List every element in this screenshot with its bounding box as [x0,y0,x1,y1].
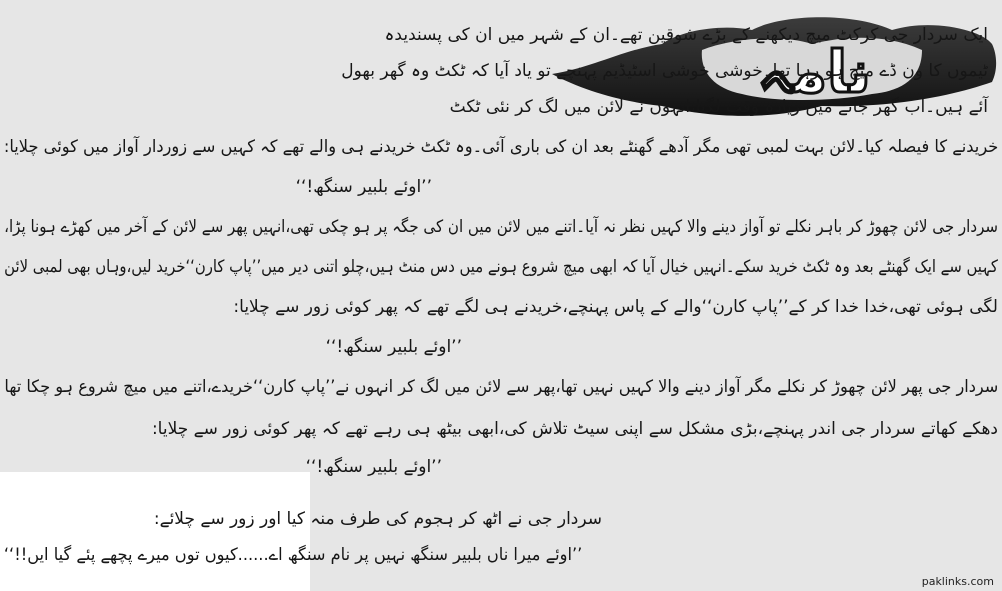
story-line-10: سردار جی نے اٹھ کر ہجوم کی طرف منہ کیا اور زور سے چلائے: [153,509,602,529]
story-line-8: سردار جی پھر لائن چھوڑ کر نکلے مگر آواز دینے والا کہیں نہیں تھا،پھر سے لائن میں لگ کر انہوں نے’’پاپ کارن‘‘خریدے،اتنے میں میچ شروع ہو چکا تھا [4,377,998,397]
logo-text: نامہ [757,38,871,106]
story-line-9: دھکے کھاتے سردار جی اندر پہنچے،بڑی مشکل سے اپنی سیٹ تلاش کی،ابھی بیٹھ ہی رہے تھے کہ پھر کوئی زور سے چلایا: [151,419,998,439]
story-quote-3: ’’اوئے بلبیر سنگھ!‘‘ [305,457,442,477]
story-quote-1: ’’اوئے بلبیر سنگھ!‘‘ [295,177,432,197]
story-line-4: خریدنے کا فیصلہ کیا۔لائن بہت لمبی تھی مگر آدھے گھنٹے بعد ان کی باری آئی۔وہ ٹکٹ خریدنے ہی والے تھے کہ کہیں سے زوردار آواز میں کوئی چلایا: [3,137,998,157]
story-line-3: آئے ہیں۔اب گھر جانے میں زیادہ وقت لگتا،انہوں نے لائن میں لگ کر نئی ٹکٹ [449,97,988,117]
story-line-2: ٹیموں کا ون ڈے میچ ہو رہا تھا۔خوشی خوشی اسٹیڈیم پہنچے تو یاد آیا کہ ٹکٹ وہ گھر بھول [341,61,988,81]
story-quote-4: ’’اوئے میرا ناں بلبیر سنگھ نہیں پر نام سنگھ اے......کیوں توں میرے پچھے پئے گیا ایں!!‘‘ [3,545,582,565]
watermark-site: paklinks.com [921,575,994,588]
blank-paper-corner [0,472,310,591]
story-line-7: لگی ہوئی تھی،خدا خدا کر کے’’پاپ کارن‘‘والے کے پاس پہنچے،خریدنے ہی لگے تھے کہ پھر کوئی زور سے چلایا: [233,297,998,317]
story-line-1: ایک سردار جی کرکٹ میچ دیکھنے کے بڑے شوقین تھے۔ان کے شہر میں ان کی پسندیدہ [384,25,988,45]
story-line-5: سردار جی لائن چھوڑ کر باہر نکلے تو آواز دینے والا کہیں نظر نہ آیا۔اتنے میں لائن میں ان کی جگہ پر ہو چکی تھی،انہیں پھر سے لائن کے آخر میں کھڑے ہونا پڑا، [4,217,998,237]
story-line-6: کہیں سے ایک گھنٹے بعد وہ ٹکٹ خرید سکے۔انہیں خیال آیا کہ ابھی میچ شروع ہونے میں دس منٹ ہیں،چلو اتنی دیر میں’’پاپ کارن‘‘خرید لیں،وہاں بھی لمبی لائن [4,257,998,277]
story-quote-2: ’’اوئے بلبیر سنگھ!‘‘ [325,337,462,357]
